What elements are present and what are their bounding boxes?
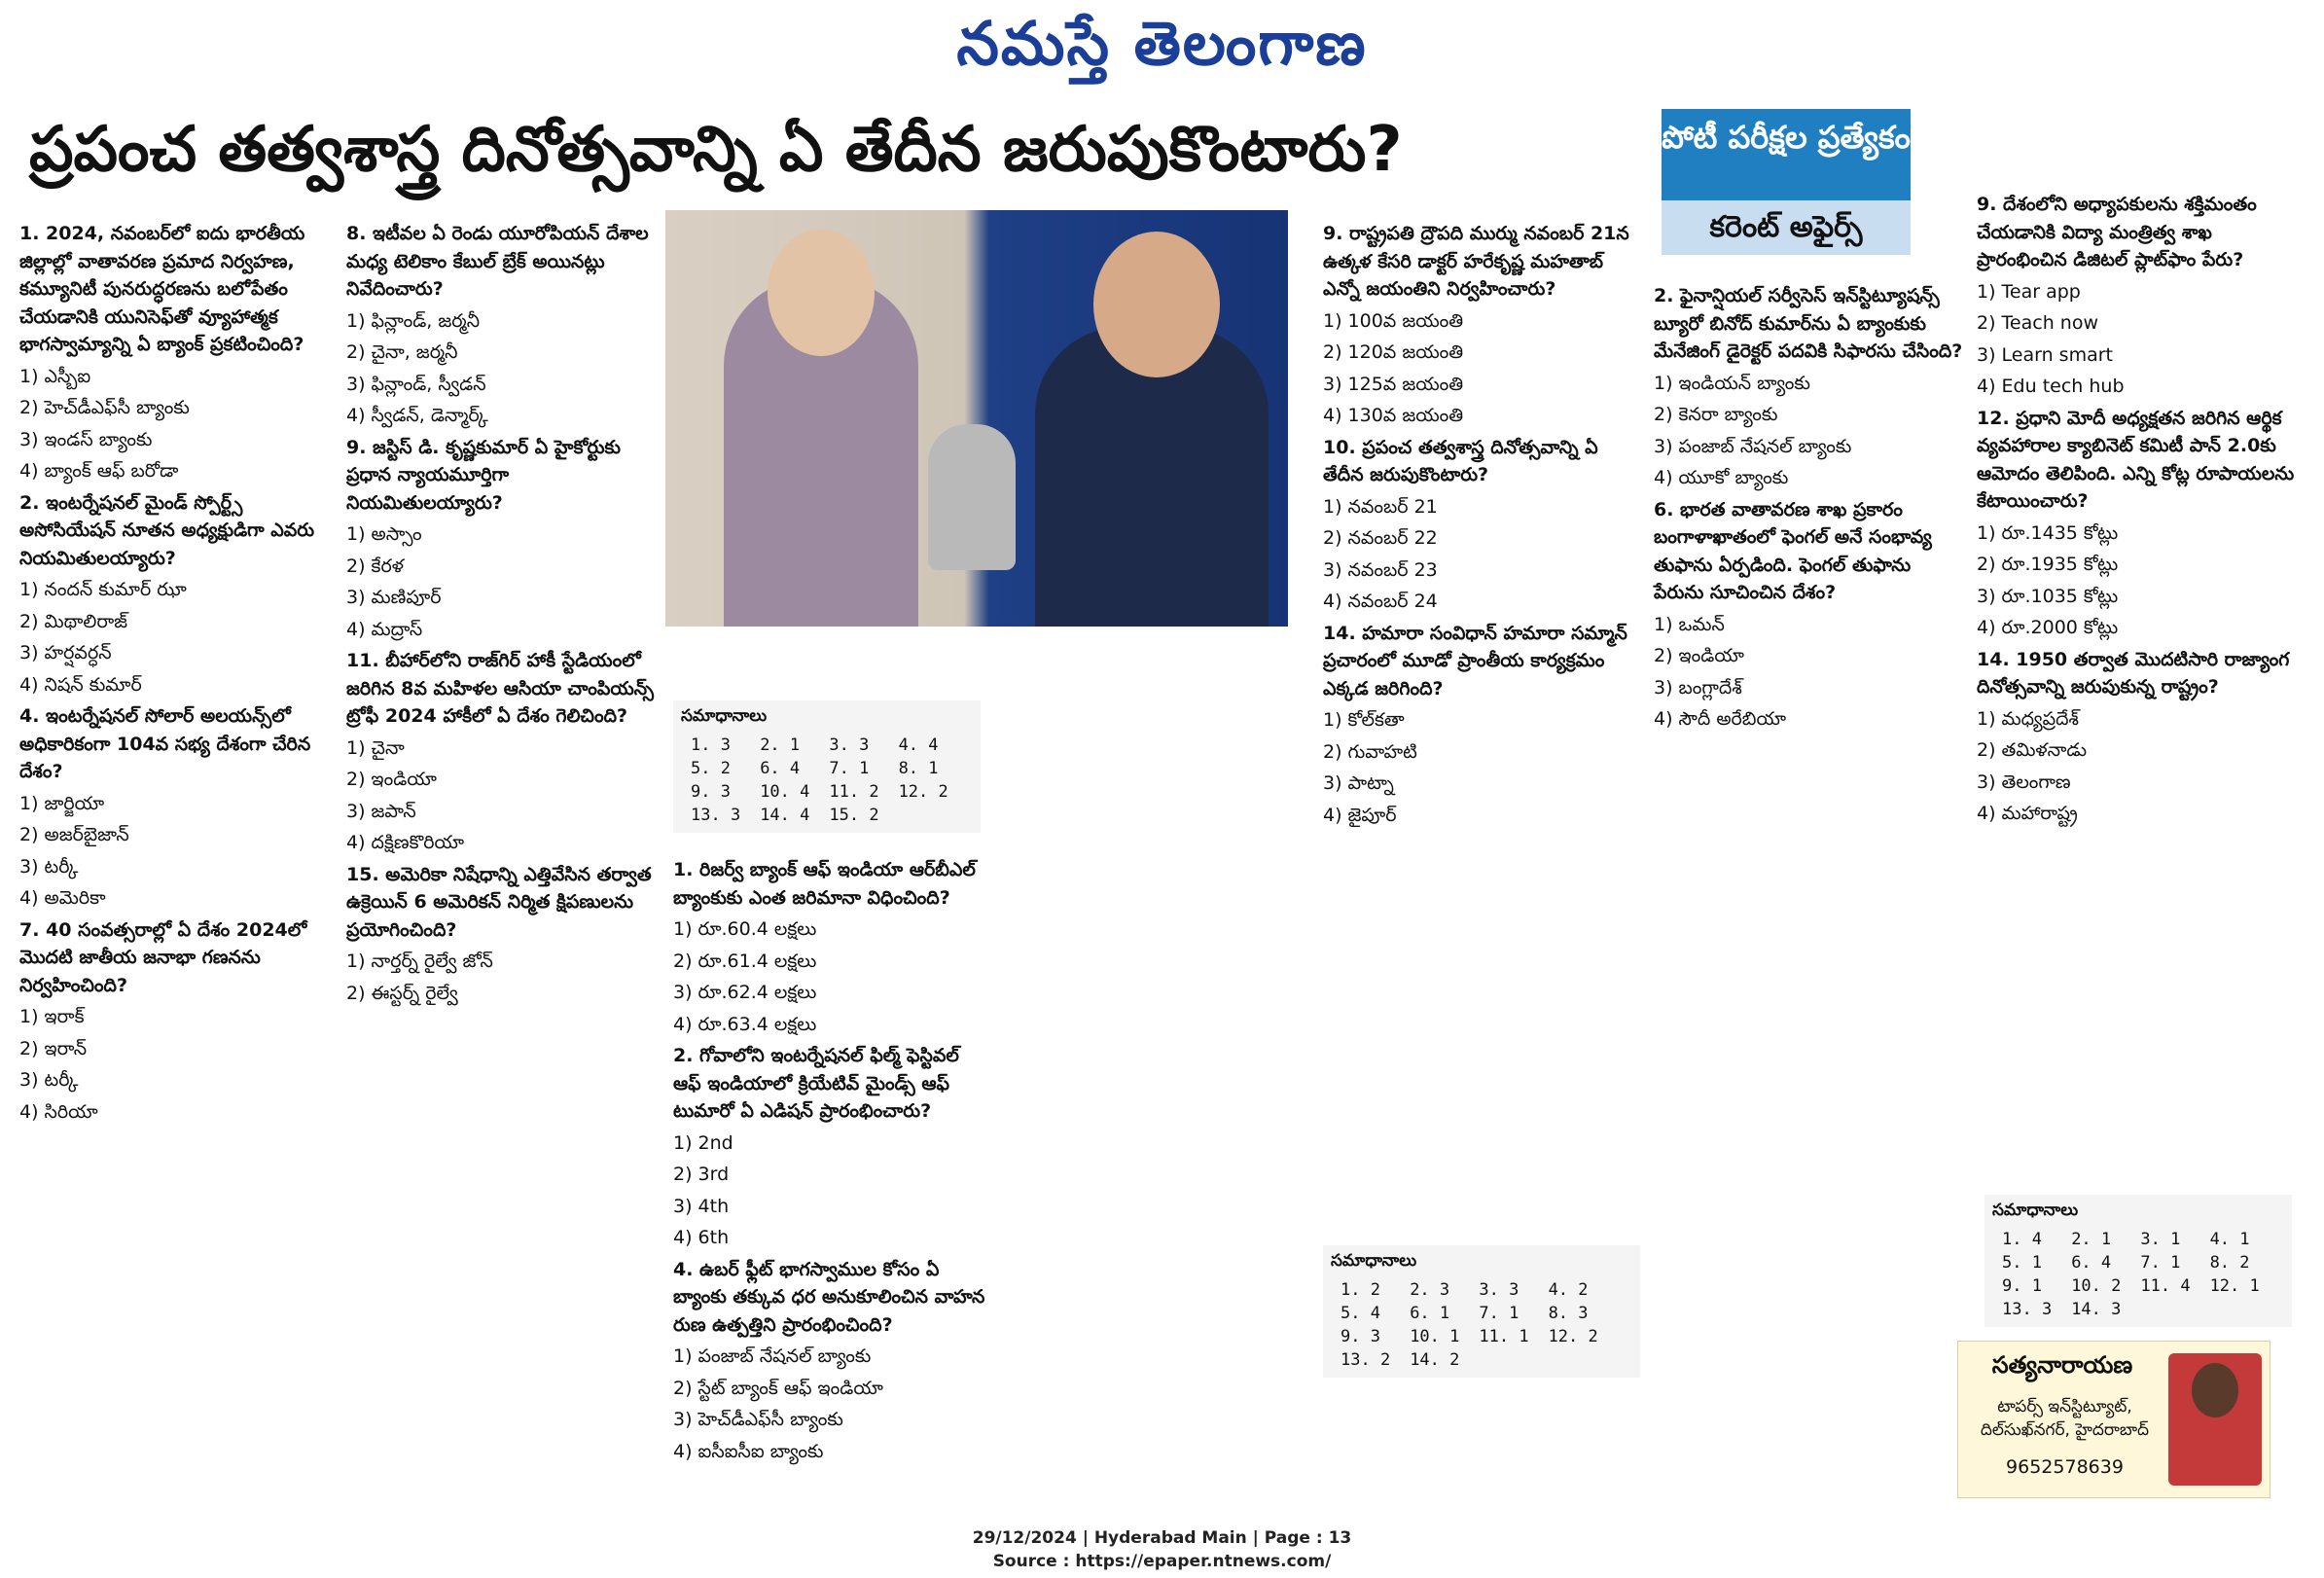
answer-cell: 6. 4 [2071,1253,2112,1273]
option: 1) కోల్‌కతా [1323,709,1405,731]
option: 2) రూ.1935 కోట్లు [1977,554,2119,575]
answer-cell [1469,1348,1538,1372]
answers-table [1331,1278,1608,1372]
question: 10. ప్రపంచ తత్వశాస్త్ర దినోత్సవాన్ని ఏ తేదీన జరుపుకొంటారు? [1323,436,1598,485]
option: 2) 120వ జయంతి [1323,341,1464,363]
answer-cell: 8. 2 [2209,1253,2250,1273]
option: 1) ఫిన్లాండ్, జర్మనీ [346,309,481,332]
answers-title: సమాధానాలు [1992,1201,2079,1220]
footer [0,1527,2324,1574]
option: 1) మధ్యప్రదేశ్ [1977,707,2079,730]
answer-cell [2200,1298,2270,1321]
option: 3) Learn smart [1977,343,2113,366]
answer-cell: 7. 1 [1479,1304,1520,1323]
option: 2) స్టేట్ బ్యాంక్ ఆఫ్ ఇండియా [673,1377,883,1399]
footer-source: Source : https://epaper.ntnews.com/ [992,1551,1332,1571]
answer-cell: 11. 1 [1479,1327,1529,1346]
option: 2) చైనా, జర్మనీ [346,341,458,363]
answer-cell: 10. 2 [2071,1276,2122,1296]
answer-cell: 13. 3 [691,806,741,825]
option: 4) దక్షిణకొరియా [346,832,465,853]
option: 1) ఒమన్ [1654,613,1725,635]
column-4 [1323,220,1634,833]
answer-cell: 4. 4 [898,735,939,755]
option: 2) కేరళ [346,555,404,577]
question: 9. రాష్ట్రపతి ద్రౌపది ముర్ము నవంబర్ 21న ఉత్కళ కేసరి డాక్టర్ హరేకృష్ణ మహతాబ్ ఎన్నో జయంతిని నిర్వహించారు? [1323,223,1629,300]
question: 2. గోవాలోని ఇంటర్నేషనల్ ఫిల్మ్ ఫెస్టివల్ ఆఫ్ ఇండియాలో క్రియేటివ్ మైండ్స్ ఆఫ్ టుమారో ఏ ఎడిషన్ ప్రారంభించారు? [673,1045,959,1122]
option: 4) ఐసీఐసీఐ బ్యాంకు [673,1440,824,1462]
option: 4) Edu tech hub [1977,376,2125,397]
column-2 [346,220,658,1011]
option: 2) ఇరాన్ [19,1037,88,1059]
author-phone: 9652578639 [2006,1456,2124,1478]
option: 3) రూ.62.4 లక్షలు [673,982,817,1003]
option: 2) అజర్‌బైజాన్ [19,824,129,845]
option: 1) రూ.1435 కోట్లు [1977,521,2119,544]
option: 4) నవంబర్ 24 [1323,591,1438,612]
answer-cell: 7. 1 [2140,1253,2181,1273]
answer-cell: 14. 3 [2071,1300,2122,1319]
answer-cell: 6. 4 [760,759,801,778]
option: 1) నందన్ కుమార్ ఝా [19,579,187,600]
option: 4) స్వీడన్, డెన్మార్క్ [346,405,488,426]
option: 4) రూ.63.4 లక్షలు [673,1013,817,1035]
option: 4) నిషన్ కుమార్ [19,673,142,696]
column-5 [1654,282,1965,737]
option: 2) రూ.61.4 లక్షలు [673,950,817,972]
question: 14. హమారా సంవిధాన్ హమారా సమ్మాన్ ప్రచారంలో మూడో ప్రాంతీయ కార్యక్రమం ఎక్కడ జరిగింది? [1323,622,1627,699]
question: 2. ఇంటర్నేషనల్ మైండ్ స్పోర్ట్స్ అసోసియేషన్ నూతన అధ్యక్షుడిగా ఎవరు నియమితులయ్యారు? [19,491,315,569]
option: 3) హర్షవర్ధన్ [19,642,112,663]
option: 4) 130వ జయంతి [1323,405,1464,426]
answers-box-3 [1984,1195,2292,1327]
section-badge [1662,109,1911,255]
option: 1) రూ.60.4 లక్షలు [673,918,817,940]
option: 2) ఇండియా [1654,645,1744,666]
option: 3) హెచ్‌డీఎఫ్‌సీ బ్యాంకు [673,1409,843,1430]
option: 2) Teach now [1977,312,2098,334]
answer-cell: 9. 3 [691,782,731,802]
answer-cell: 1. 3 [691,735,731,755]
answer-cell: 3. 3 [1479,1280,1520,1300]
option: 4) అమెరికా [19,887,106,909]
option: 1) 100వ జయంతి [1323,309,1464,332]
answer-cell: 8. 3 [1548,1304,1589,1323]
option: 1) ఇండియన్ బ్యాంకు [1654,372,1810,394]
option: 3) పాట్నా [1323,772,1394,794]
question: 2. ఫైనాన్షియల్ సర్వీసెస్ ఇన్‌స్టిట్యూషన్స్ బ్యూరో బినోద్ కుమార్‌ను ఏ బ్యాంకుకు మేనేజింగ్ డైరెక్టర్ పదవికి సిఫారసు చేసింది? [1654,285,1963,362]
option: 1) ఇరాక్ [19,1006,85,1027]
award-trophy [928,424,1016,570]
option: 4) యూకో బ్యాంకు [1654,467,1789,488]
answer-cell: 5. 1 [2002,1253,2042,1273]
answer-cell [2130,1298,2199,1321]
author-org: టాపర్స్ ఇన్‌స్టిట్యూట్, దిల్‌సుఖ్‌నగర్, హైదరాబాద్ [1980,1397,2150,1440]
option: 3) నవంబర్ 23 [1323,558,1438,581]
answer-cell: 5. 2 [691,759,731,778]
masthead: నమస్తే తెలంగాణ [956,8,1368,79]
option: 4) మద్రాస్ [346,618,423,640]
author-photo [2168,1353,2262,1486]
option: 4) సౌదీ అరేబియా [1654,708,1786,730]
answers-box-2 [1323,1245,1640,1378]
question: 9. దేశంలోని అధ్యాపకులను శక్తిమంతం చేయడానికి విద్యా మంత్రిత్వ శాఖ ప్రారంభించిన డిజిటల్ ప్లాట్‌ఫాం పేరు? [1977,194,2257,270]
question: 4. ఉబర్ ఫ్లీట్ భాగస్వాముల కోసం ఏ బ్యాంకు తక్కువ ధర అనుకూలించిన వాహన రుణ ఉత్పత్తిని ప్రారంభించింది? [673,1258,985,1336]
answer-cell [889,804,958,827]
option: 3) ఫిన్లాండ్, స్వీడన్ [346,373,486,395]
question: 4. ఇంటర్నేషనల్ సోలార్ అలయన్స్‌లో అధికారికంగా 104వ సభ్య దేశంగా చేరిన దేశం? [19,705,311,782]
option: 1) 2nd [673,1131,733,1154]
option: 4) జైపూర్ [1323,804,1397,826]
answer-cell: 1. 2 [1341,1280,1380,1300]
headline: ప్రపంచ తత్వశాస్త్ర దినోత్సవాన్ని ఏ తేదీన జరుపుకొంటారు? [29,114,1403,186]
option: 1) పంజాబ్ నేషనల్ బ్యాంకు [673,1345,872,1367]
answer-cell: 2. 1 [2071,1230,2112,1249]
footer-date: 29/12/2024 | Hyderabad Main | Page : 13 [972,1528,1352,1548]
column-3 [673,856,990,1469]
question: 12. ప్రధాని మోదీ అధ్యక్షతన జరిగిన ఆర్థిక వ్యవహారాల క్యాబినెట్ కమిటీ పాన్ 2.0కు ఆమోదం తెలిపింది. ఎన్ని కోట్ల రూపాయలను కేటాయించారు? [1977,407,2295,512]
answer-cell: 6. 1 [1410,1304,1450,1323]
option: 4) సిరియా [19,1100,98,1123]
option: 4) 6th [673,1227,730,1248]
answers-title: సమాధానాలు [681,706,768,726]
answer-cell: 12. 2 [898,782,948,802]
answer-cell: 13. 2 [1341,1350,1391,1370]
answer-cell: 3. 1 [2140,1230,2181,1249]
answer-cell: 9. 3 [1341,1327,1380,1346]
question: 7. 40 సంవత్సరాల్లో ఏ దేశం 2024లో మొదటి జాతీయ జనాభా గణనను నిర్వహించింది? [19,918,307,996]
answer-cell: 2. 3 [1410,1280,1450,1300]
option: 3) రూ.1035 కోట్లు [1977,585,2119,607]
answer-cell: 11. 2 [829,782,879,802]
answer-cell: 4. 1 [2209,1230,2250,1249]
author-box [1957,1341,2270,1498]
answers-box-1 [673,700,981,833]
answer-cell: 3. 3 [829,735,870,755]
option: 2) ఇండియా [346,769,437,790]
answer-cell: 9. 1 [2002,1276,2042,1296]
question: 1. రిజర్వ్ బ్యాంక్ ఆఫ్ ఇండియా ఆర్‌బీఎల్ బ్యాంకుకు ఎంత జరిమానా విధించింది? [673,859,976,909]
answer-cell: 4. 2 [1548,1280,1589,1300]
question: 15. అమెరికా నిషేధాన్ని ఎత్తివేసిన తర్వాత ఉక్రెయిన్ 6 అమెరికన్ నిర్మిత క్షిపణులను ప్రయోగించింది? [346,863,652,941]
answers-title: సమాధానాలు [1331,1251,1417,1271]
badge-line1: పోటీ పరీక్షల ప్రత్యేకం [1662,119,1911,156]
option: 4) బ్యాంక్ ఆఫ్ బరోడా [19,460,179,482]
column-1 [19,220,333,1130]
option: 3) ఇండస్ బ్యాంకు [19,428,153,450]
answer-cell: 10. 1 [1410,1327,1460,1346]
question: 14. 1950 తర్వాత మొదటిసారి రాజ్యాంగ దినోత్సవాన్ని జరుపుకున్న రాష్ట్రం? [1977,648,2290,698]
option: 4) రూ.2000 కోట్లు [1977,617,2119,638]
option: 2) నవంబర్ 22 [1323,527,1438,549]
answer-cell: 7. 1 [829,759,870,778]
answer-cell: 12. 2 [1548,1327,1598,1346]
answer-cell: 14. 4 [760,806,810,825]
column-6 [1977,191,2298,832]
option: 3) జపాన్ [346,800,416,822]
option: 2) హెచ్‌డీఎఫ్‌సీ బ్యాంకు [19,397,190,418]
answer-cell: 13. 3 [2002,1300,2053,1319]
question: 8. ఇటీవల ఏ రెండు యూరోపియన్ దేశాల మధ్య టెలికాం కేబుల్ బ్రేక్ అయినట్లు నివేదించారు? [346,223,649,300]
option: 2) మిథాలిరాజ్ [19,610,128,632]
option: 3) మణిపూర్ [346,587,442,608]
answers-table [681,734,958,827]
author-name: సత్యనారాయణ [1991,1351,2133,1379]
option: 1) జార్జియా [19,792,105,814]
option: 3) తెలంగాణ [1977,771,2071,793]
answer-cell: 12. 1 [2209,1276,2260,1296]
option: 1) ఎస్బీఐ [19,365,91,387]
option: 4) మహారాష్ట్ర [1977,803,2078,824]
option: 2) ఈస్టర్న్ రైల్వే [346,982,458,1004]
answer-cell: 8. 1 [898,759,939,778]
option: 2) గువాహటి [1323,740,1417,763]
question: 11. బీహార్‌లోని రాజ్‌గిర్ హాకీ స్టేడియంలో జరిగిన 8వ మహిళల ఆసియా చాంపియన్స్ ట్రోఫీ 2024 హాకీలో ఏ దేశం గెలిచింది? [346,650,654,727]
option: 1) అస్సాం [346,523,422,545]
answer-cell: 2. 1 [760,735,801,755]
person-left-head [768,230,875,356]
answer-cell: 5. 4 [1341,1304,1380,1323]
answer-cell: 11. 4 [2140,1276,2191,1296]
option: 2) తమిళనాడు [1977,739,2088,761]
answer-cell: 14. 2 [1410,1350,1460,1370]
question: 1. 2024, నవంబర్‌లో ఐదు భారతీయ జిల్లాల్లో వాతావరణ ప్రమాద నిర్వహణ, కమ్యూనిటీ పునరుద్ధరణను బలోపేతం చేయడానికి యునిసెఫ్‌తో వ్యూహాత్మక భాగస్వామ్యాన్ని ఏ బ్యాంక్ ప్రకటించింది? [19,223,305,355]
option: 1) నవంబర్ 21 [1323,495,1438,518]
person-right-head [1093,232,1220,377]
option: 1) నార్తర్న్ రైల్వే జోన్ [346,950,493,972]
option: 3) 4th [673,1195,730,1217]
option: 2) కెనరా బ్యాంకు [1654,404,1778,425]
answer-cell [1539,1348,1608,1372]
question: 6. భారత వాతావరణ శాఖ ప్రకారం బంగాళాఖాతంలో ఫెంగల్ అనే సంభావ్య తుఫాను ఏర్పడింది. ఫెంగల్ తుఫాను పేరును సూచించిన దేశం? [1654,498,1932,603]
answer-cell: 10. 4 [760,782,810,802]
answer-cell: 15. 2 [829,806,879,825]
option: 1) Tear app [1977,280,2081,303]
badge-line2: కరెంట్ అఫైర్స్ [1662,200,1911,255]
answer-cell: 1. 4 [2002,1230,2042,1249]
question: 9. జస్టిస్ డి. కృష్ణకుమార్ ఏ హైకోర్టుకు ప్రధాన న్యాయమూర్తిగా నియమితులయ్యారు? [346,436,621,514]
option: 3) టర్కీ [19,1069,79,1091]
option: 3) 125వ జయంతి [1323,373,1464,395]
option: 3) పంజాబ్ నేషనల్ బ్యాంకు [1654,435,1852,457]
option: 3) బంగ్లాదేశ్ [1654,676,1742,699]
news-photo [665,210,1288,627]
option: 3) టర్కీ [19,855,79,878]
option: 1) చైనా [346,736,405,759]
answers-table [1992,1228,2270,1321]
option: 2) 3rd [673,1164,730,1185]
